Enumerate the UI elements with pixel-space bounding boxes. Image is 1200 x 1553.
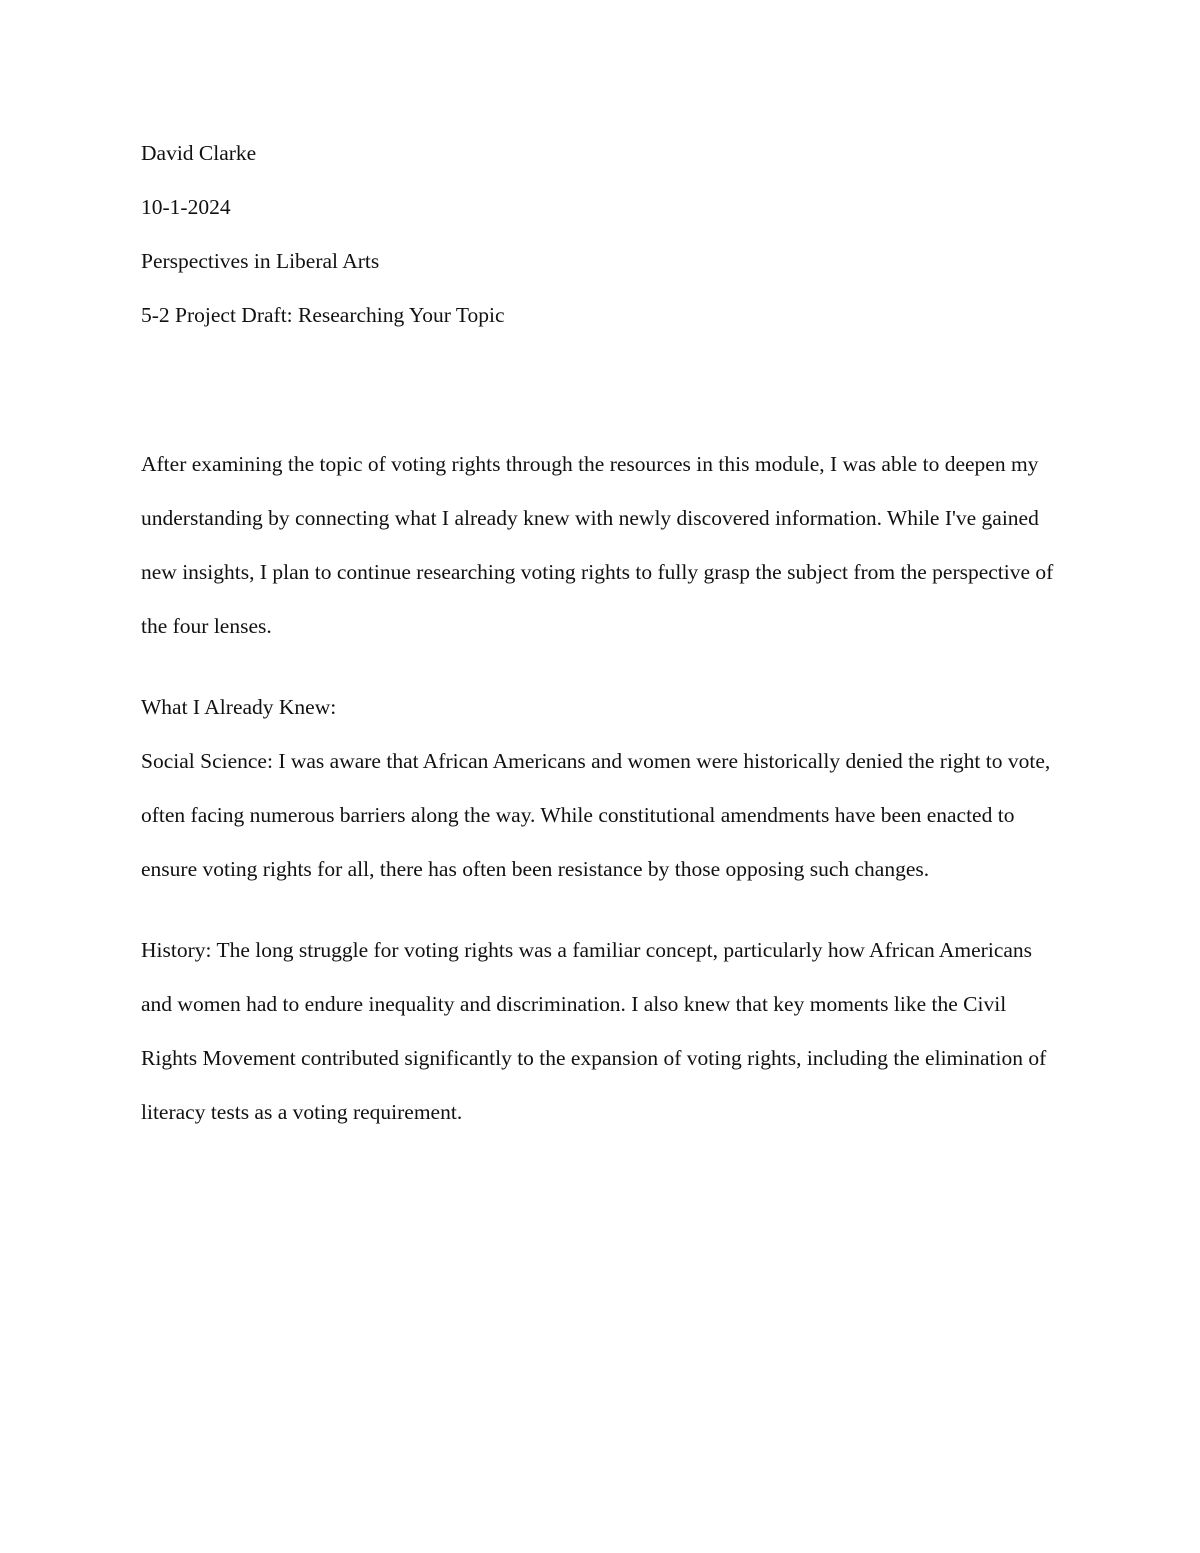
document-content	[141, 140, 1059, 1139]
history-paragraph: History: The long struggle for voting rights was a familiar concept, particularly how African Americans and women had to endure inequality and discrimination. I also knew that key moments like the Civil Rights Movement contributed significantly to the expansion of voting rights, including the elimination of literacy tests as a voting requirement.	[141, 938, 1047, 1124]
document-header	[141, 140, 1059, 329]
section-heading-what-i-knew: What I Already Knew:	[141, 695, 337, 719]
course-name: Perspectives in Liberal Arts	[141, 249, 380, 273]
document-date: 10-1-2024	[141, 195, 231, 219]
intro-paragraph: After examining the topic of voting rights through the resources in this module, I was able to deepen my understanding by connecting what I already knew with newly discovered information. While I've gained new insights, I plan to continue researching voting rights to fully grasp the subject from the perspective of the four lenses.	[141, 452, 1054, 638]
assignment-title: 5-2 Project Draft: Researching Your Topic	[141, 303, 505, 327]
author-name: David Clarke	[141, 141, 257, 165]
social-science-paragraph: Social Science: I was aware that African Americans and women were historically denied the right to vote, often facing numerous barriers along the way. While constitutional amendments have been enacted to ensure voting rights for all, there has often been resistance by those opposing such changes.	[141, 749, 1051, 881]
